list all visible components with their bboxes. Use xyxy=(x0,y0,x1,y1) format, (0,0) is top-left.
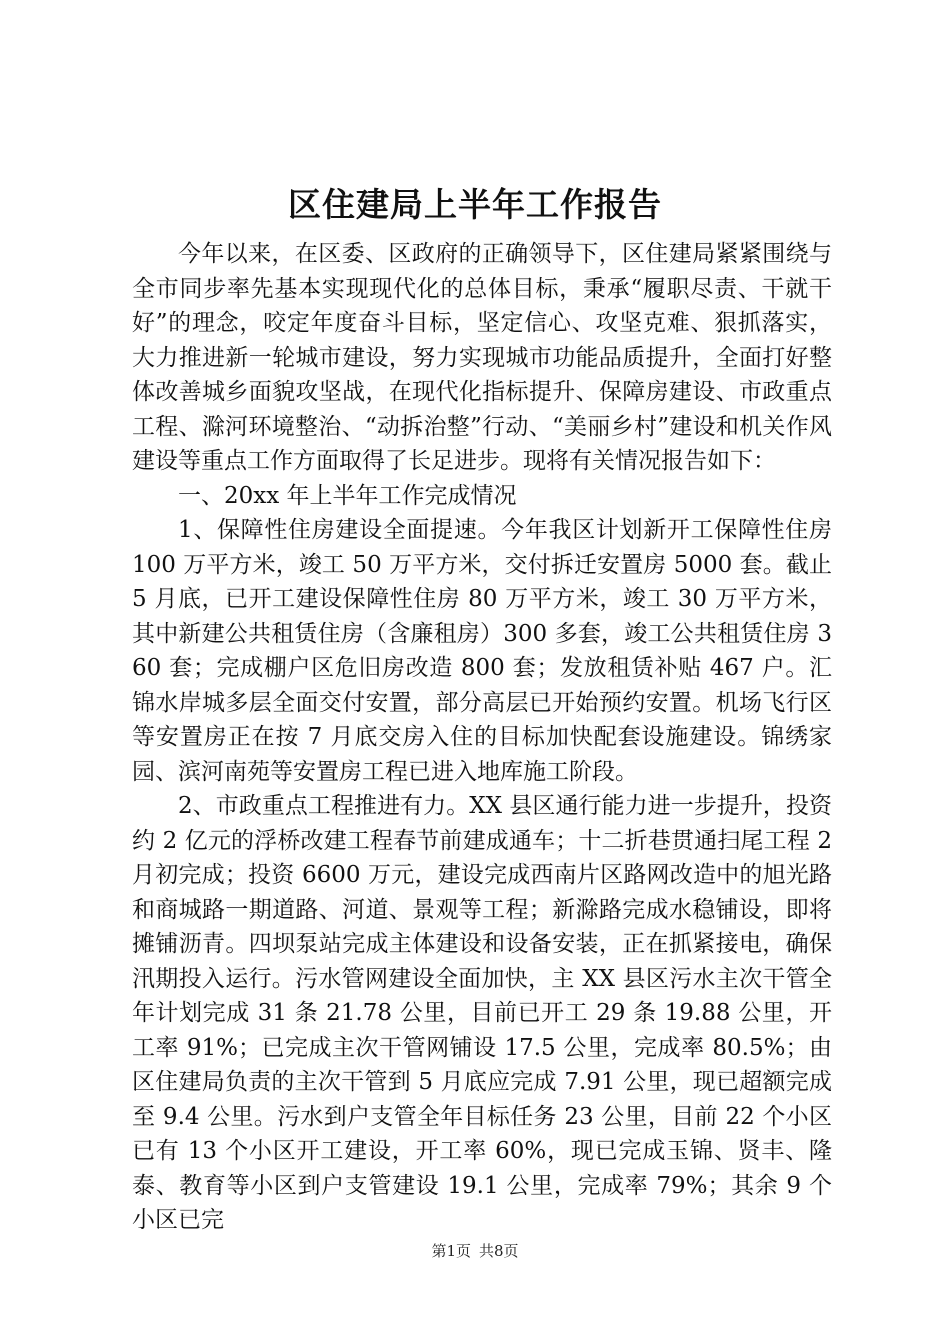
page-total: 共8页 xyxy=(479,1242,519,1260)
page-number: 第1页 xyxy=(431,1242,471,1260)
housing-paragraph: 1、保障性住房建设全面提速。今年我区计划新开工保障性住房 100 万平方米，竣工 50 万平方米，交付拆迁安置房 5000 套。截止 5 月底，已开工建设保障性住房 80 万平方米，竣工 30 万平方米，其中新建公共租赁住房（含廉租房）300 多套，竣工公共租赁住房 360 套；完成棚户区危旧房改造 800 套；发放租赁补贴 467 户。汇锦水岸城多层全面交付安置，部分高层已开始预约安置。机场飞行区等安置房正在按 7 月底交房入住的目标加快配套设施建设。锦绣家园、滨河南苑等安置房工程已进入地库施工阶段。 xyxy=(132,517,832,785)
section-heading: 一、20xx 年上半年工作完成情况 xyxy=(178,482,517,509)
municipal-paragraph: 2、市政重点工程推进有力。XX 县区通行能力进一步提升，投资约 2 亿元的浮桥改建工程春节前建成通车；十二折巷贯通扫尾工程 2 月初完成；投资 6600 万元，建设完成西南片区路网改造中的旭光路和商城路一期道路、河道、景观等工程；新滁路完成水稳铺设，即将摊铺沥青。四坝泵站完成主体建设和设备安装，正在抓紧接电，确保汛期投入运行。污水管网建设全面加快，主 XX 县区污水主次干管全年计划完成 31 条 21.78 公里，目前已开工 29 条 19.88 公里，开工率 91%；已完成主次干管网铺设 17.5 公里，完成率 80.5%；由区住建局负责的主次干管到 5 月底应完成 7.91 公里，现已超额完成至 9.4 公里。污水到户支管全年目标任务 23 公里，目前 22 个小区已有 13 个小区开工建设，开工率 60%，现已完成玉锦、贤丰、隆泰、教育等小区到户支管建设 19.1 公里，完成率 79%；其余 9 个小区已完 xyxy=(132,793,832,1233)
intro-paragraph: 今年以来，在区委、区政府的正确领导下，区住建局紧紧围绕与全市同步率先基本实现现代化的总体目标，秉承“履职尽责、干就干好”的理念，咬定年度奋斗目标，坚定信心、攻坚克难、狠抓落实，大力推进新一轮城市建设，努力实现城市功能品质提升，全面打好整体改善城乡面貌攻坚战，在现代化指标提升、保障房建设、市政重点工程、滁河环境整治、“动拆治整”行动、“美丽乡村”建设和机关作风建设等重点工作方面取得了长足进步。现将有关情况报告如下： xyxy=(132,241,832,474)
document-title: 区住建局上半年工作报告 xyxy=(288,185,662,224)
page-footer xyxy=(0,1240,950,1262)
document-body xyxy=(132,237,832,1238)
